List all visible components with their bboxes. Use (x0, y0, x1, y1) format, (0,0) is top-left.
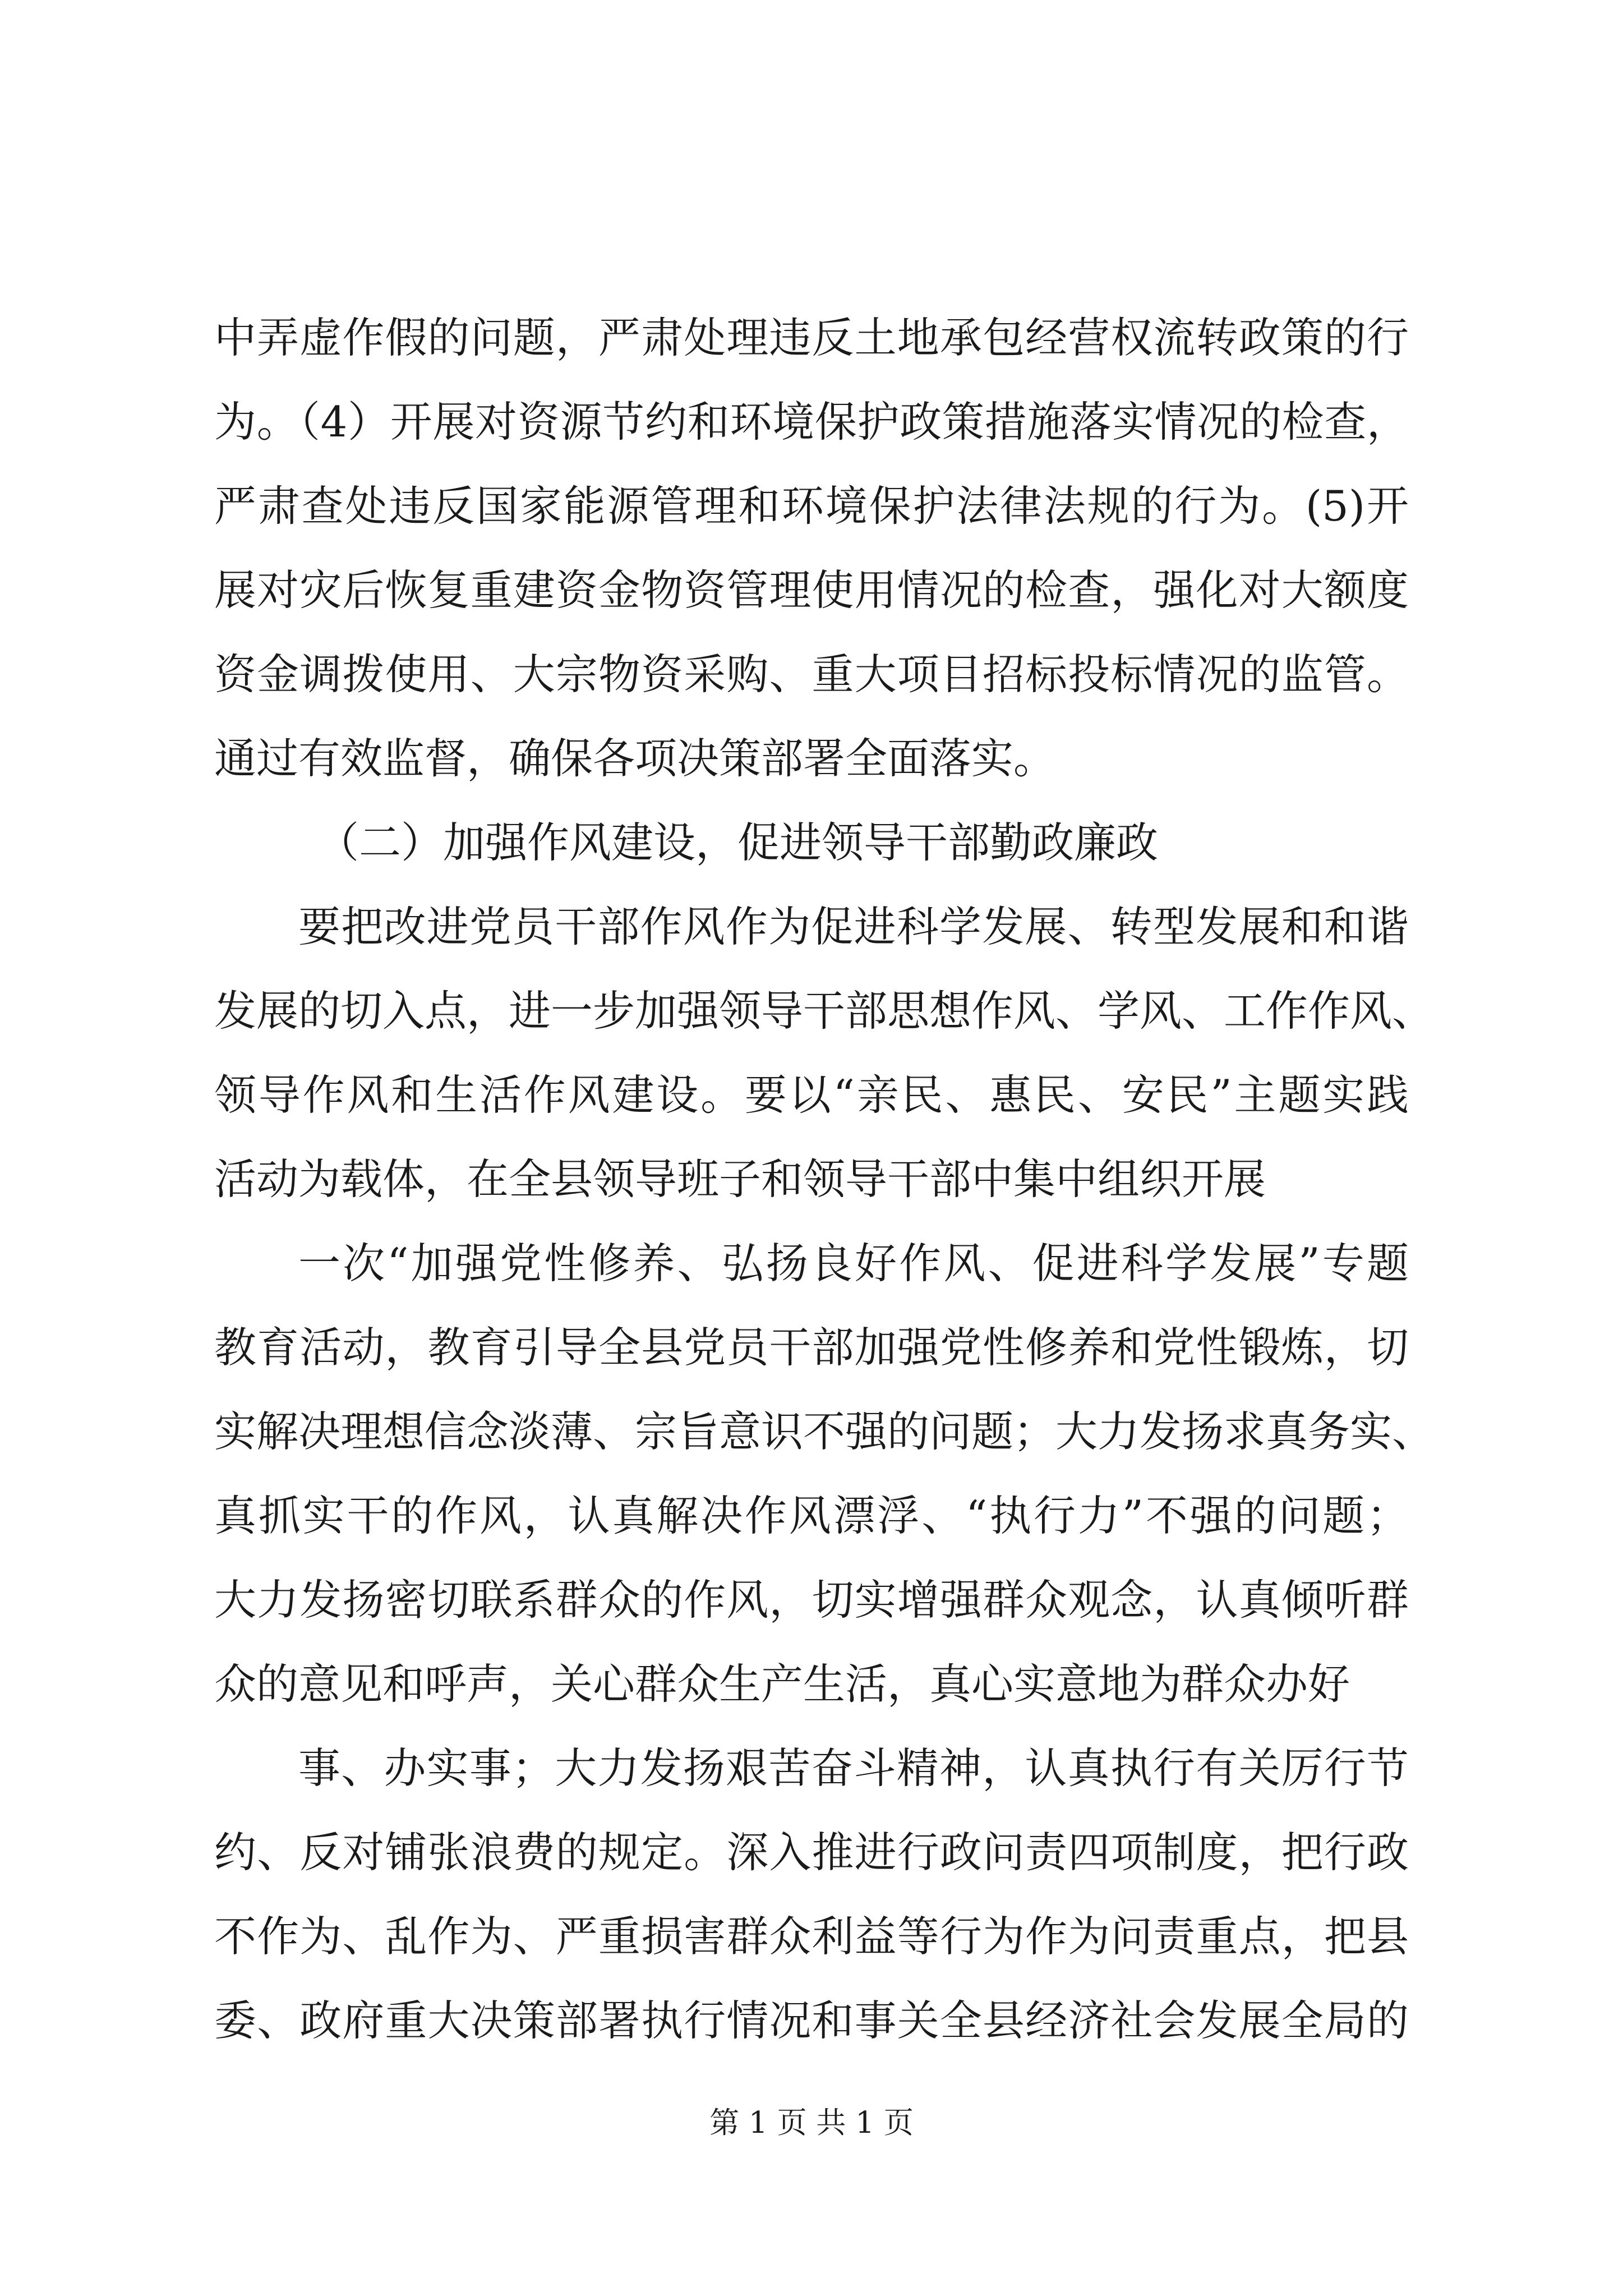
paragraph-first-line: 事、办实事；大力发扬艰苦奋斗精神，认真执行有关厉行节 (298, 1743, 1409, 1793)
section-heading: （二）加强作风建设，促进领导干部勤政廉政 (317, 818, 1159, 867)
paragraph-first-line: 要把改进党员干部作风作为促进科学发展、转型发展和和谐 (298, 902, 1409, 951)
body-line: 中弄虚作假的问题，严肃处理违反土地承包经营权流转政策的行 (214, 313, 1409, 362)
paragraph-first-line: 一次“加强党性修养、弘扬良好作风、促进科学发展”专题 (298, 1239, 1409, 1288)
body-line: 活动为载体，在全县领导班子和领导干部中集中组织开展 (214, 1154, 1266, 1204)
body-line: 严肃查处违反国家能源管理和环境保护法律法规的行为。(5)开 (214, 481, 1409, 531)
body-line: 展对灾后恢复重建资金物资管理使用情况的检查，强化对大额度 (214, 565, 1409, 615)
body-line: 约、反对铺张浪费的规定。深入推进行政问责四项制度，把行政 (214, 1828, 1409, 1877)
body-line: 实解决理想信念淡薄、宗旨意识不强的问题；大力发扬求真务实、 (214, 1407, 1435, 1456)
body-line: 真抓实干的作风，认真解决作风漂浮、“执行力”不强的问题； (214, 1491, 1409, 1540)
body-line: 众的意见和呼声，关心群众生产生活，真心实意地为群众办好 (214, 1659, 1350, 1709)
body-line: 不作为、乱作为、严重损害群众利益等行为作为问责重点，把县 (214, 1912, 1409, 1961)
body-line: 委、政府重大决策部署执行情况和事关全县经济社会发展全局的 (214, 1996, 1409, 2045)
body-line: 资金调拨使用、大宗物资采购、重大项目招标投标情况的监管。 (214, 650, 1409, 699)
body-line: 教育活动，教育引导全县党员干部加强党性修养和党性锻炼，切 (214, 1323, 1409, 1372)
page-number-footer: 第 1 页 共 1 页 (709, 2106, 914, 2140)
body-line: 发展的切入点，进一步加强领导干部思想作风、学风、工作作风、 (214, 986, 1435, 1036)
body-line: 领导作风和生活作风建设。要以“亲民、惠民、安民”主题实践 (214, 1070, 1409, 1120)
body-line: 为。（4）开展对资源节约和环境保护政策措施落实情况的检查， (214, 397, 1409, 447)
body-line: 大力发扬密切联系群众的作风，切实增强群众观念，认真倾听群 (214, 1575, 1409, 1625)
body-line: 通过有效监督，确保各项决策部署全面落实。 (214, 734, 1056, 783)
